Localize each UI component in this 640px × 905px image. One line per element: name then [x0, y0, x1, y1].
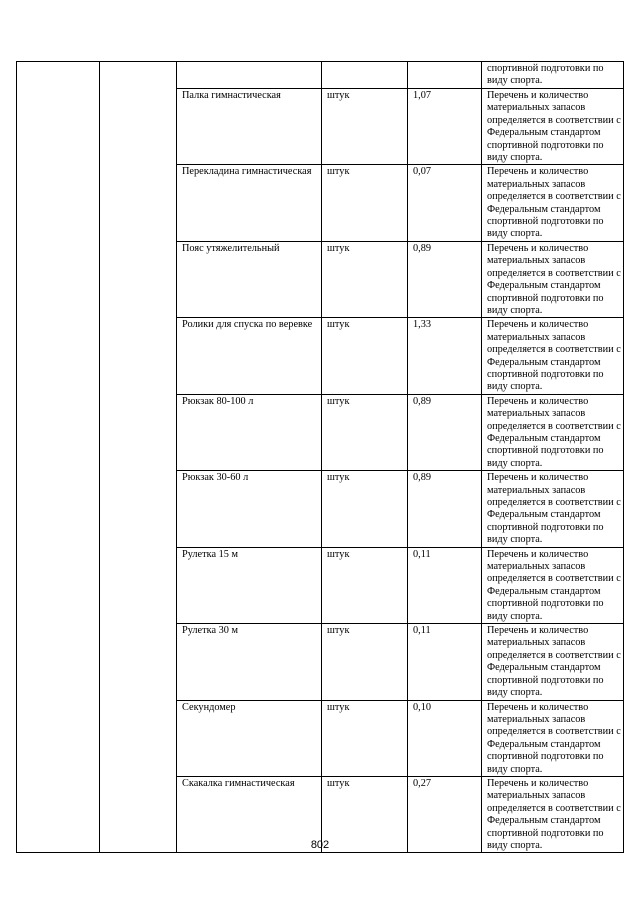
- item-name-cell: Рулетка 15 м: [177, 547, 322, 623]
- item-unit-cell: штук: [322, 624, 408, 700]
- item-quantity-cell: 0,89: [408, 471, 482, 547]
- item-note-cell: Перечень и количество материальных запасов определяется в соответствии с Федеральным стандартом спортивной подготовки по виду спорта.: [482, 318, 624, 394]
- item-note-cell: Перечень и количество материальных запасов определяется в соответствии с Федеральным стандартом спортивной подготовки по виду спорта.: [482, 471, 624, 547]
- item-unit-cell: штук: [322, 776, 408, 852]
- empty-qty-cell: [408, 62, 482, 89]
- item-name-cell: Секундомер: [177, 700, 322, 776]
- item-unit-cell: штук: [322, 241, 408, 317]
- item-quantity-cell: 0,11: [408, 624, 482, 700]
- empty-name-cell: [177, 62, 322, 89]
- page-number: 802: [310, 839, 330, 851]
- item-name-cell: Скакалка гимнастическая: [177, 776, 322, 852]
- item-unit-cell: штук: [322, 471, 408, 547]
- equipment-table-body: [17, 62, 624, 853]
- merged-cell-col1: [17, 62, 100, 853]
- item-name-cell: Пояс утяжелительный: [177, 241, 322, 317]
- continuation-row: [17, 62, 624, 89]
- item-name-cell: Рюкзак 30-60 л: [177, 471, 322, 547]
- item-note-cell: Перечень и количество материальных запасов определяется в соответствии с Федеральным стандартом спортивной подготовки по виду спорта.: [482, 776, 624, 852]
- item-note-cell: Перечень и количество материальных запасов определяется в соответствии с Федеральным стандартом спортивной подготовки по виду спорта.: [482, 394, 624, 470]
- item-quantity-cell: 1,33: [408, 318, 482, 394]
- item-unit-cell: штук: [322, 165, 408, 241]
- item-note-cell: Перечень и количество материальных запасов определяется в соответствии с Федеральным стандартом спортивной подготовки по виду спорта.: [482, 165, 624, 241]
- equipment-table: [16, 61, 624, 853]
- item-note-cell: Перечень и количество материальных запасов определяется в соответствии с Федеральным стандартом спортивной подготовки по виду спорта.: [482, 241, 624, 317]
- item-quantity-cell: 0,07: [408, 165, 482, 241]
- item-note-cell: Перечень и количество материальных запасов определяется в соответствии с Федеральным стандартом спортивной подготовки по виду спорта.: [482, 89, 624, 165]
- item-quantity-cell: 0,10: [408, 700, 482, 776]
- continuation-note-cell: спортивной подготовки по виду спорта.: [482, 62, 624, 89]
- item-note-cell: Перечень и количество материальных запасов определяется в соответствии с Федеральным стандартом спортивной подготовки по виду спорта.: [482, 700, 624, 776]
- item-quantity-cell: 0,27: [408, 776, 482, 852]
- item-name-cell: Ролики для спуска по веревке: [177, 318, 322, 394]
- item-unit-cell: штук: [322, 547, 408, 623]
- item-name-cell: Рюкзак 80-100 л: [177, 394, 322, 470]
- item-unit-cell: штук: [322, 318, 408, 394]
- item-name-cell: Рулетка 30 м: [177, 624, 322, 700]
- item-note-cell: Перечень и количество материальных запасов определяется в соответствии с Федеральным стандартом спортивной подготовки по виду спорта.: [482, 547, 624, 623]
- item-quantity-cell: 0,89: [408, 394, 482, 470]
- merged-cell-col2: [100, 62, 177, 853]
- item-note-cell: Перечень и количество материальных запасов определяется в соответствии с Федеральным стандартом спортивной подготовки по виду спорта.: [482, 624, 624, 700]
- item-unit-cell: штук: [322, 394, 408, 470]
- empty-unit-cell: [322, 62, 408, 89]
- item-quantity-cell: 1,07: [408, 89, 482, 165]
- item-quantity-cell: 0,11: [408, 547, 482, 623]
- item-quantity-cell: 0,89: [408, 241, 482, 317]
- item-unit-cell: штук: [322, 700, 408, 776]
- item-name-cell: Палка гимнастическая: [177, 89, 322, 165]
- item-unit-cell: штук: [322, 89, 408, 165]
- item-name-cell: Перекладина гимнастическая: [177, 165, 322, 241]
